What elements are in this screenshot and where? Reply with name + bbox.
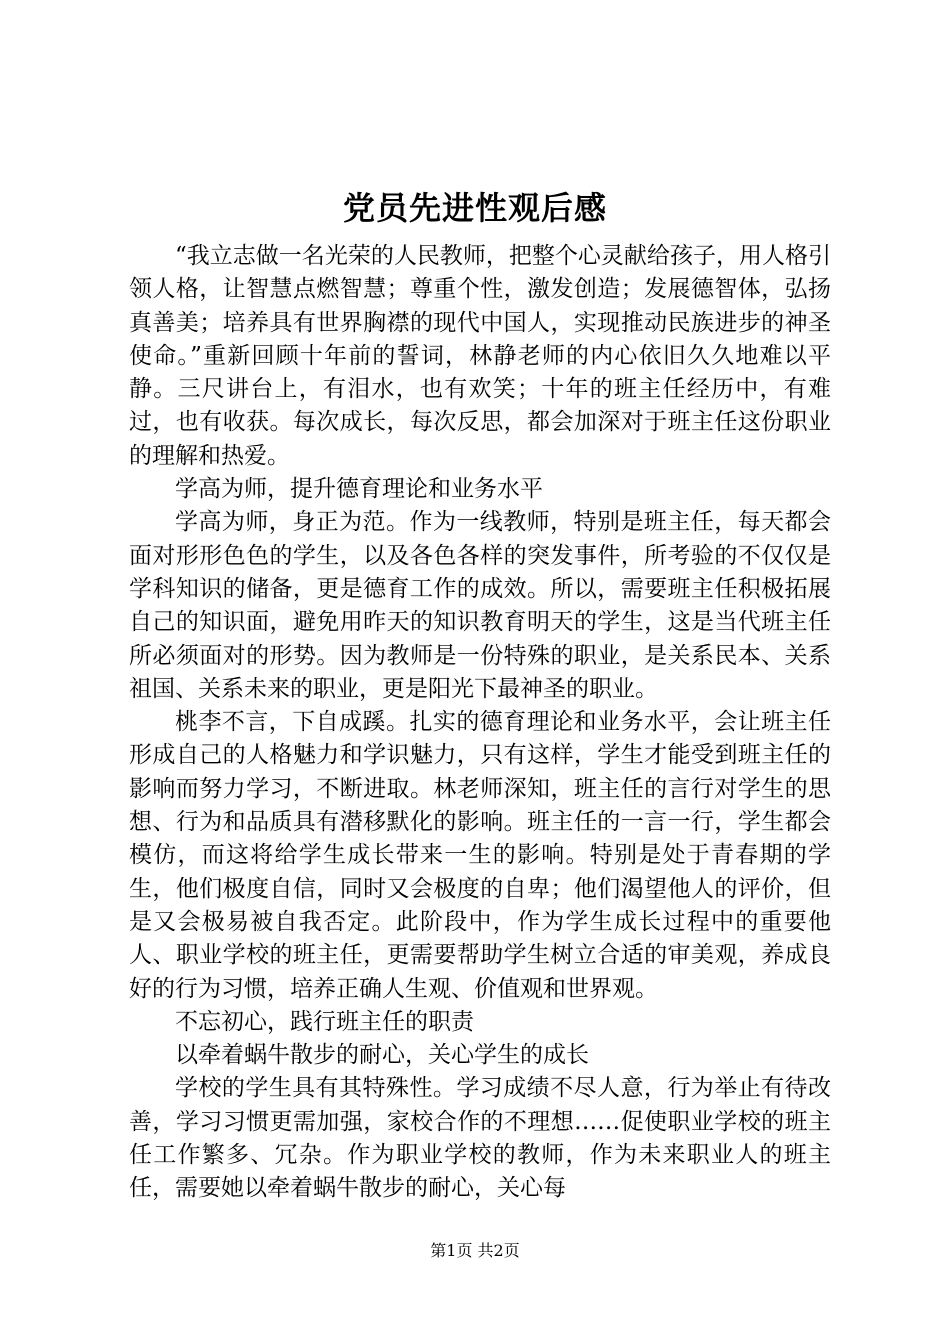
document-body <box>129 240 831 1206</box>
page-footer: 第1页 共2页 <box>430 1241 520 1260</box>
section-heading-2: 不忘初心，践行班主任的职责 <box>175 1008 474 1035</box>
paragraph-3: 桃李不言，下自成蹊。扎实的德育理论和业务水平，会让班主任形成自己的人格魅力和学识魅力，只有这样，学生才能受到班主任的影响而努力学习，不断进取。林老师深知，班主任的言行对学生的思想、行为和品质具有潜移默化的影响。班主任的一言一行，学生都会模仿，而这将给学生成长带来一生的影响。特别是处于青春期的学生，他们极度自信，同时又会极度的自卑；他们渴望他人的评价，但是又会极易被自我否定。此阶段中，作为学生成长过程中的重要他人、职业学校的班主任，更需要帮助学生树立合适的审美观，养成良好的行为习惯，培养正确人生观、价值观和世界观。 <box>129 709 831 1002</box>
document-title: 党员先进性观后感 <box>342 189 607 227</box>
paragraph-2: 学高为师，身正为范。作为一线教师，特别是班主任，每天都会面对形形色色的学生，以及各色各样的突发事件，所考验的不仅仅是学科知识的储备，更是德育工作的成效。所以，需要班主任积极拓展自己的知识面，避免用昨天的知识教育明天的学生，这是当代班主任所必须面对的形势。因为教师是一份特殊的职业，是关系民本、关系祖国、关系未来的职业，更是阳光下最神圣的职业。 <box>129 509 831 702</box>
paragraph-1: “我立志做一名光荣的人民教师，把整个心灵献给孩子，用人格引领人格，让智慧点燃智慧；尊重个性，激发创造；发展德智体，弘扬真善美；培养具有世界胸襟的现代中国人，实现推动民族进步的神圣使命。”重新回顾十年前的誓词，林静老师的内心依旧久久地难以平静。三尺讲台上，有泪水，也有欢笑；十年的班主任经历中，有难过，也有收获。每次成长，每次反思，都会加深对于班主任这份职业的理解和热爱。 <box>129 243 831 469</box>
paragraph-4: 学校的学生具有其特殊性。学习成绩不尽人意，行为举止有待改善，学习习惯更需加强，家校合作的不理想……促使职业学校的班主任工作繁多、冗杂。作为职业学校的教师，作为未来职业人的班主任，需要她以牵着蜗牛散步的耐心，关心每 <box>129 1075 831 1202</box>
section-subheading: 以牵着蜗牛散步的耐心，关心学生的成长 <box>175 1042 589 1069</box>
section-heading-1: 学高为师，提升德育理论和业务水平 <box>175 476 543 503</box>
